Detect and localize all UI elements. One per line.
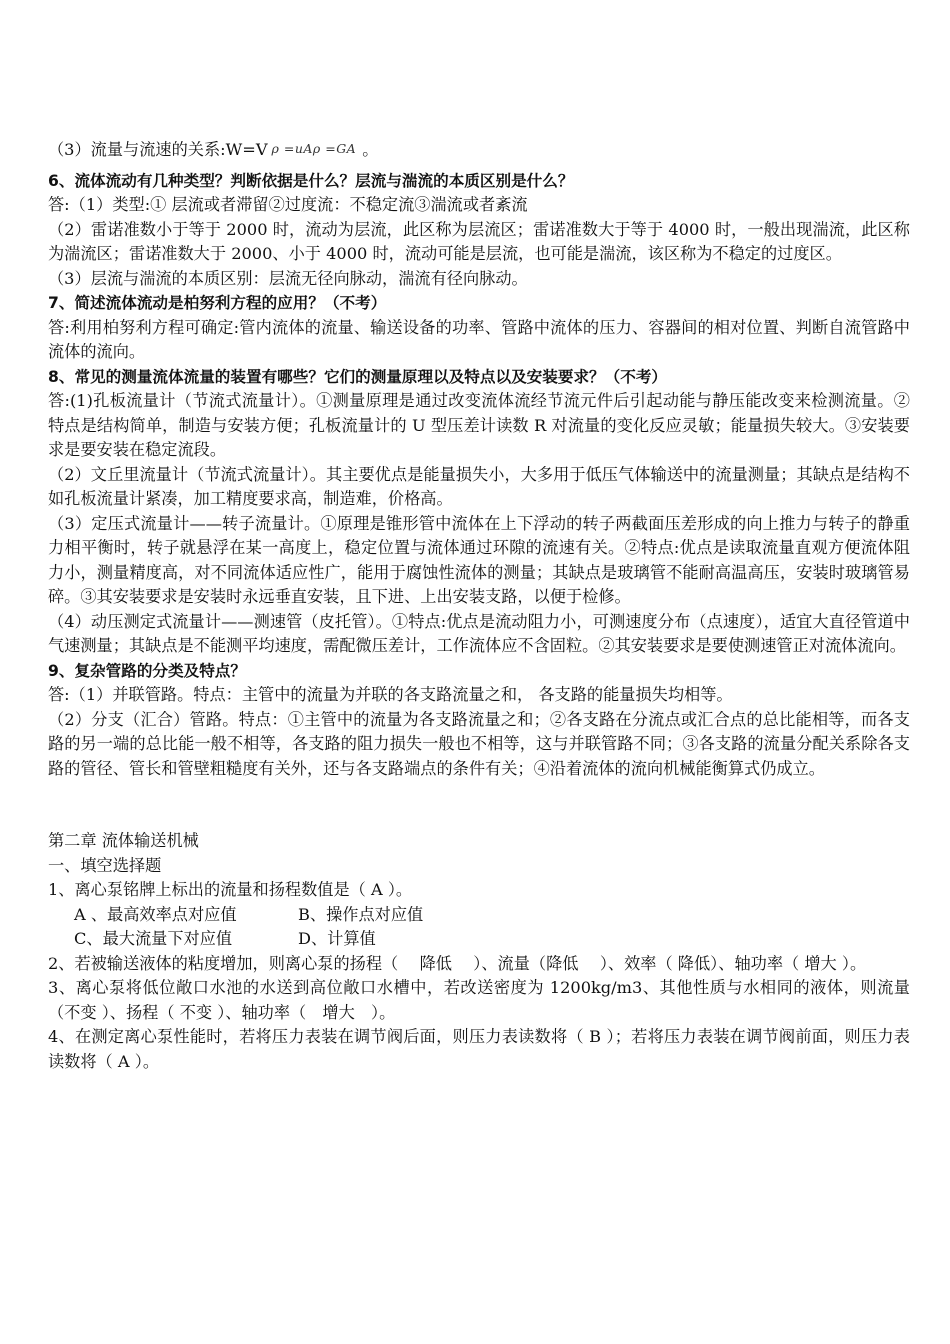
- answer-6-part-3: （3）层流与湍流的本质区别：层流无径向脉动，湍流有径向脉动。: [48, 268, 528, 288]
- answer-8-part-4: （4）动压测定式流量计——测速管（皮托管）。①特点:优点是流动阻力小，可测速度分布（点速度），适宜大直径管道中气速测量；其缺点是不能测平均速度，需配微压差计，工作流体应不含固粒。②其安装要求是要使测速管正对流体流向。: [48, 611, 910, 655]
- flow-relation-formula: ρ =uAρ =GA: [271, 141, 357, 156]
- answer-8-part-2: （2）文丘里流量计（节流式流量计）。其主要优点是能量损失小，大多用于低压气体输送中的流量测量；其缺点是结构不如孔板流量计紧凑，加工精度要求高，制造难，价格高。: [48, 464, 910, 508]
- option-c: C、最大流量下对应值: [74, 929, 233, 948]
- answer-6-part-1: 答:（1）类型:① 层流或者滞留②过度流：不稳定流③湍流或者紊流: [48, 195, 528, 214]
- fill-item-3: 3、离心泵将低位敞口水池的水送到高位敞口水槽中，若改送密度为 1200kg/m3、其他性质与水相同的液体，则流量（不变 ）、扬程（ 不变 ）、轴功率（ 增大 ）。: [48, 978, 910, 1022]
- question-8: 8、常见的测量流体流量的装置有哪些？它们的测量原理以及特点以及安装要求？（不考）: [48, 367, 668, 386]
- question-7: 7、简述流体流动是柏努利方程的应用？（不考）: [48, 294, 387, 312]
- answer-7: 答:利用柏努利方程可确定:管内流体的流量、输送设备的功率、管路中流体的压力、容器间的相对位置、判断自流管路中流体的流向。: [48, 317, 910, 361]
- answer-9-part-2: （2）分支（汇合）管路。特点：①主管中的流量为各支路流量之和；②各支路在分流点或汇合点的总比能相等，而各支路的另一端的总比能一般不相等，各支路的阻力损失一般也不相等，这与并联管路不同；③各支路的流量分配关系除各支路的管径、管长和管壁粗糙度有关外，还与各支路端点的条件有关；④沿着流体的流向机械能衡算式仍成立。: [48, 709, 910, 778]
- section-heading: 一、填空选择题: [48, 855, 162, 875]
- fill-item-2: 2、若被输送液体的粘度增加，则离心泵的扬程（ 降低 ）、流量（降低 ）、效率（ 降低）、轴功率（ 增大 ）。: [48, 953, 867, 973]
- chapter-title: 第二章 流体输送机械: [48, 831, 199, 850]
- flow-relation-text: （3）流量与流速的关系:W=V: [48, 140, 268, 159]
- answer-9-part-1: 答:（1）并联管路。特点：主管中的流量为并联的各支路流量之和， 各支路的能量损失均相等。: [48, 685, 733, 704]
- fill-item-4: 4、在测定离心泵性能时，若将压力表装在调节阀后面，则压力表读数将（ B ）；若将压力表装在调节阀前面，则压力表读数将（ A ）。: [48, 1027, 910, 1071]
- document-page: [48, 137, 910, 1074]
- question-9: 9、复杂管路的分类及特点？: [48, 661, 246, 680]
- fill-item-1: 1、离心泵铭牌上标出的流量和扬程数值是（ A ）。: [48, 880, 413, 899]
- option-b: B、操作点对应值: [298, 904, 424, 924]
- answer-6-part-2: （2）雷诺准数小于等于 2000 时，流动为层流，此区称为层流区；雷诺准数大于等于 4000 时，一般出现湍流，此区称为湍流区；雷诺准数大于 2000、小于 4000 时，流动可能是层流，也可能是湍流，该区称为不稳定的过度区。: [48, 219, 910, 263]
- answer-8-part-3: （3）定压式流量计——转子流量计。①原理是锥形管中流体在上下浮动的转子两截面压差形成的向上推力与转子的静重力相平衡时，转子就悬浮在某一高度上，稳定位置与流体通过环隙的流速有关。②特点:优点是读取流量直观方便流体阻力小，测量精度高，对不同流体适应性广，能用于腐蚀性流体的测量；其缺点是玻璃管不能耐高温高压，安装时玻璃管易碎。③其安装要求是安装时永远垂直安装，且下进、上出安装支路，以便于检修。: [48, 513, 910, 606]
- flow-relation-line: [48, 137, 910, 163]
- question-6: 6、流体流动有几种类型？判断依据是什么？层流与湍流的本质区别是什么？: [48, 171, 574, 190]
- fill-item-1-options-row-2: [48, 927, 910, 952]
- option-a: A 、最高效率点对应值: [74, 904, 237, 924]
- answer-8-part-1: 答:(1)孔板流量计（节流式流量计）。①测量原理是通过改变流体流经节流元件后引起动能与静压能改变来检测流量。②特点是结构简单，制造与安装方便；孔板流量计的 U 型压差计读数 R 对流量的变化反应灵敏；能量损失较大。③安装要求是要安装在稳定流段。: [48, 391, 910, 459]
- flow-relation-suffix: 。: [362, 140, 379, 159]
- fill-item-1-options-row-1: [48, 903, 910, 928]
- option-d: D、计算值: [298, 929, 376, 948]
